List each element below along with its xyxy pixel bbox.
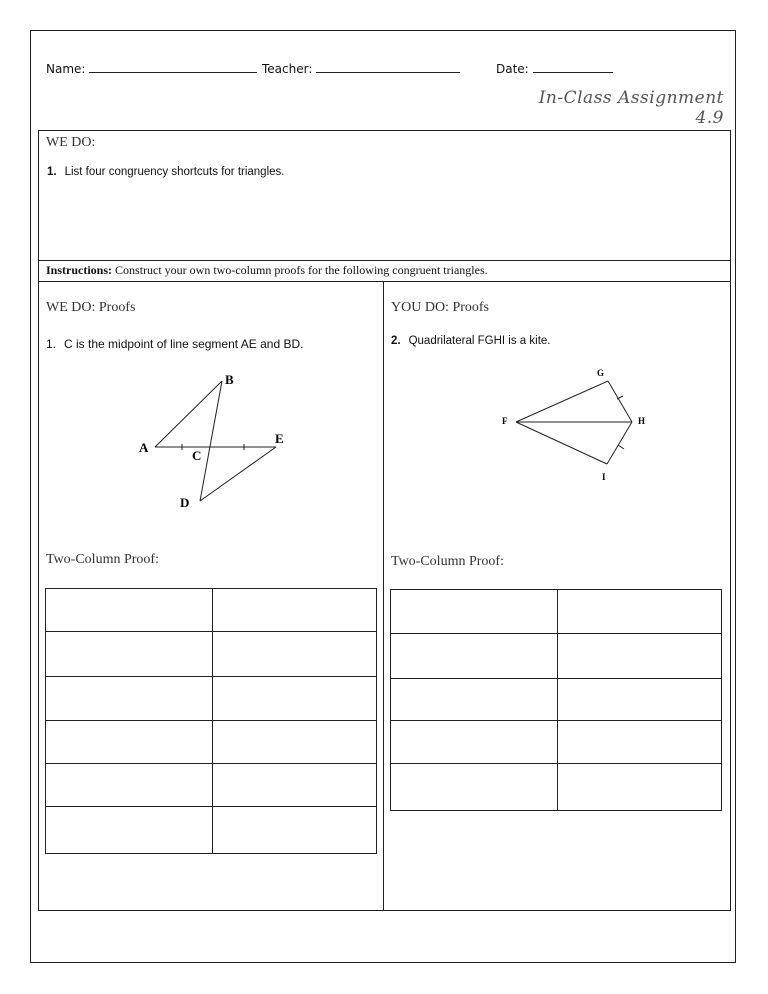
right-proof-title: Two-Column Proof: [391,554,504,569]
left-proof-title: Two-Column Proof: [46,552,159,567]
label-a: A [139,440,149,455]
label-d: D [180,495,190,510]
label-f: F [502,416,508,426]
segment-hi [607,422,632,464]
we-do-section [38,130,731,261]
reason-cell[interactable] [558,721,722,764]
reason-cell[interactable] [213,677,377,721]
statement-cell[interactable] [391,764,558,811]
statement-cell[interactable] [46,632,213,677]
reason-cell[interactable] [558,634,722,679]
teacher-label: Teacher: [262,62,313,76]
label-e: E [275,431,284,446]
right-question [391,335,550,347]
diagram-triangles-abcde [130,365,310,515]
question-number: 1. [47,166,57,178]
table-row [391,764,722,811]
name-label: Name: [46,62,86,76]
date-blank[interactable] [533,62,613,73]
statement-cell[interactable] [46,807,213,854]
statement-cell[interactable] [391,634,558,679]
assignment-title: In-Class Assignment 4.9 [538,88,724,128]
segment-gh [608,381,632,422]
teacher-blank[interactable] [316,62,460,73]
date-field[interactable] [496,62,613,76]
table-row [391,590,722,634]
segment-de [200,447,276,501]
statement-cell[interactable] [391,590,558,634]
left-question [46,337,303,351]
table-row [391,634,722,679]
statement-cell[interactable] [46,677,213,721]
segment-if [516,422,607,464]
table-row [391,679,722,721]
question-text: Quadrilateral FGHI is a kite. [408,335,551,347]
statement-cell[interactable] [46,589,213,632]
right-proof-table[interactable] [390,589,722,811]
label-g: G [597,368,605,378]
table-row [46,764,377,807]
table-row [46,632,377,677]
statement-cell[interactable] [46,721,213,764]
segment-fg [516,381,608,422]
table-row [46,589,377,632]
label-c: C [192,448,202,463]
name-blank[interactable] [89,62,257,73]
reason-cell[interactable] [213,807,377,854]
instructions-label: Instructions: [46,263,113,277]
name-field[interactable] [46,62,257,76]
reason-cell[interactable] [213,589,377,632]
reason-cell[interactable] [213,764,377,807]
teacher-field[interactable] [262,62,460,76]
statement-cell[interactable] [46,764,213,807]
instructions [46,263,488,278]
column-divider [383,281,384,911]
question-number: 2. [391,335,401,347]
table-row [46,721,377,764]
reason-cell[interactable] [213,721,377,764]
diagram-kite-fghi [496,365,656,490]
label-h: H [638,416,646,426]
we-do-title: WE DO: [46,135,96,150]
label-i: I [602,472,606,482]
question-text: List four congruency shortcuts for triangles. [64,166,285,178]
tick-mark [618,445,624,449]
table-row [46,807,377,854]
table-row [391,721,722,764]
label-b: B [225,372,234,387]
table-row [46,677,377,721]
reason-cell[interactable] [213,632,377,677]
reason-cell[interactable] [558,590,722,634]
question-number: 1. [46,337,57,351]
instructions-text: Construct your own two-column proofs for the following congruent triangles. [112,263,488,277]
statement-cell[interactable] [391,721,558,764]
right-proofs-title: YOU DO: Proofs [391,300,489,315]
question-text: C is the midpoint of line segment AE and BD. [64,337,304,351]
left-proof-table[interactable] [45,588,377,854]
we-do-question-1 [47,166,284,178]
date-label: Date: [496,62,529,76]
statement-cell[interactable] [391,679,558,721]
left-proofs-title: WE DO: Proofs [46,300,136,315]
reason-cell[interactable] [558,679,722,721]
reason-cell[interactable] [558,764,722,811]
